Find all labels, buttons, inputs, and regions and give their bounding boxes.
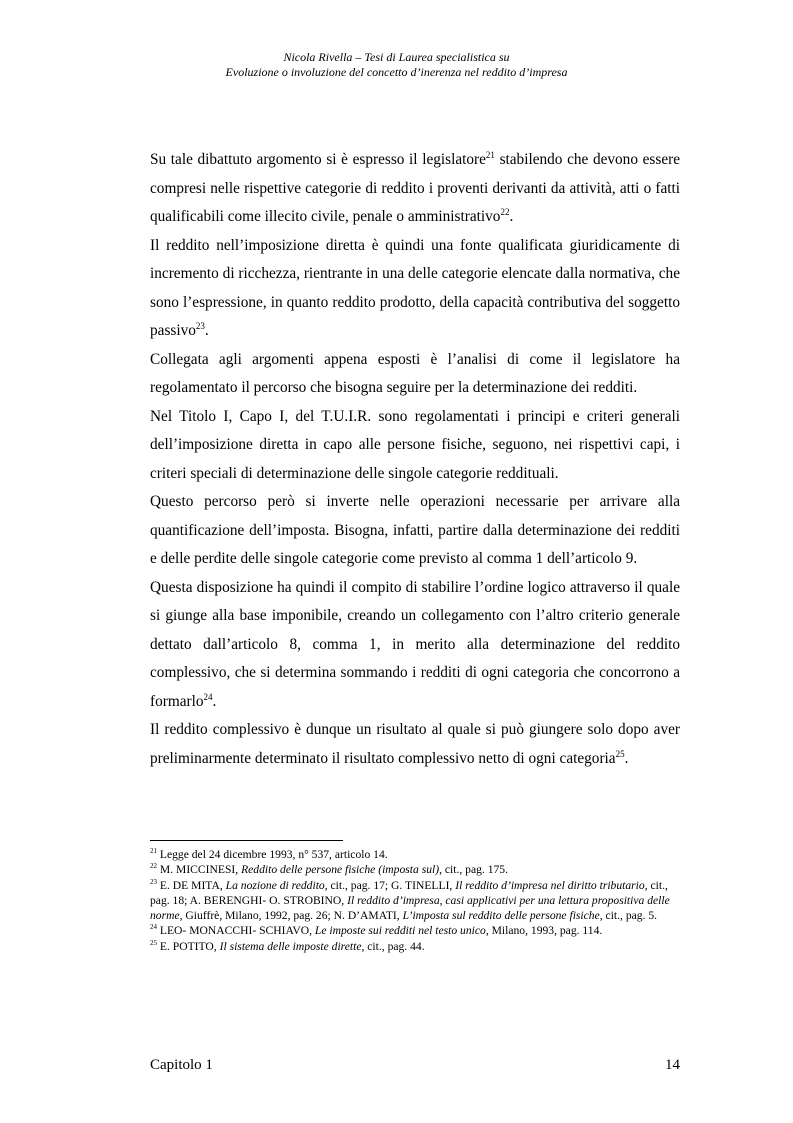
footnote-separator [150, 840, 343, 841]
footnote-25: $^{25}$ E. POTITO, Il sistema delle imposte dirette, cit., pag. 44. [150, 938, 425, 953]
footnote-ref: 21 [485, 149, 495, 160]
page-number: 14 [665, 1057, 680, 1073]
footnote-ref: 23 [195, 320, 205, 331]
running-header [0, 50, 793, 80]
paragraph-5: Questo percorso però si inverte nelle operazioni necessarie per arrivare alla quantificazione dell’imposta. Bisogna, infatti, partire dalla determinazione dei redditi e delle perdite delle singole categorie come previsto al comma 1 dell’articolo 9. [150, 493, 680, 567]
footnote-24: $^{24}$ LEO- MONACCHI- SCHIAVO, Le imposte sui redditi nel testo unico, Milano, 1993, pag. 114. [150, 923, 603, 938]
paragraph-4: Nel Titolo I, Capo I, del T.U.I.R. sono regolamentati i principi e criteri generali dell’imposizione diretta in capo alle persone fisiche, seguono, nei rispettivi capi, i criteri speciali di determinazione delle singole categorie reddituali. [150, 407, 680, 482]
footnote-22: $^{22}$ M. MICCINESI, Reddito delle persone fisiche (imposta sul), cit., pag. 175. [150, 862, 508, 877]
footnote-ref: 24 [203, 691, 213, 702]
footnote-23: $^{23}$ E. DE MITA, La nozione di reddito, cit., pag. 17; G. TINELLI, Il reddito d’impresa nel diritto tributario, cit., pag. 18; A. BERENGHI- O. STROBINO, Il reddito d’impresa, casi applicativi per una lettura propositiva delle norme, Giuffrè, Milano, 1992, pag. 26; N. D’AMATI, L’imposta sul reddito delle persone fisiche, cit., pag. 5. [150, 877, 670, 923]
footnotes [150, 847, 680, 954]
header-author-line: Nicola Rivella – Tesi di Laurea specialistica su [283, 50, 510, 64]
paragraph-1: Su tale dibattuto argomento si è espresso il legislatore$^{21}$ stabilendo che devono essere compresi nelle rispettive categorie di reddito i proventi derivanti da attività, atti o fatti qualificabili come illecito civile, penale o amministrativo$^{22}$. [150, 149, 680, 225]
footnote-ref: 22 [500, 206, 510, 217]
paragraph-7: Il reddito complessivo è dunque un risultato al quale si può giungere solo dopo aver preliminarmente determinato il risultato complessivo netto di ogni categoria$^{25}$. [150, 721, 680, 767]
body-text [150, 146, 680, 773]
footnote-ref: 25 [615, 748, 625, 759]
header-title-line: Evoluzione o involuzione del concetto d’inerenza nel reddito d’impresa [225, 65, 568, 79]
footer-chapter: Capitolo 1 [150, 1057, 213, 1073]
paragraph-3: Collegata agli argomenti appena esposti è l’analisi di come il legislatore ha regolamentato il percorso che bisogna seguire per la determinazione dei redditi. [150, 350, 680, 396]
paragraph-2: Il reddito nell’imposizione diretta è quindi una fonte qualificata giuridicamente di incremento di ricchezza, rientrante in una delle categorie elencate dalla normativa, che sono l’espressione, in quanto reddito prodotto, della capacità contributiva del soggetto passivo$^{23}$. [150, 236, 680, 339]
paragraph-6: Questa disposizione ha quindi il compito di stabilire l’ordine logico attraverso il quale si giunge alla base imponibile, creando un collegamento con l’altro criterio generale dettato dall’articolo 8, comma 1, in merito alla determinazione del reddito complessivo, che si determina sommando i redditi di ogni categoria che concorrono a formarlo$^{24}$. [150, 578, 680, 710]
footnote-21: $^{21}$ Legge del 24 dicembre 1993, n° 537, articolo 14. [150, 847, 388, 861]
